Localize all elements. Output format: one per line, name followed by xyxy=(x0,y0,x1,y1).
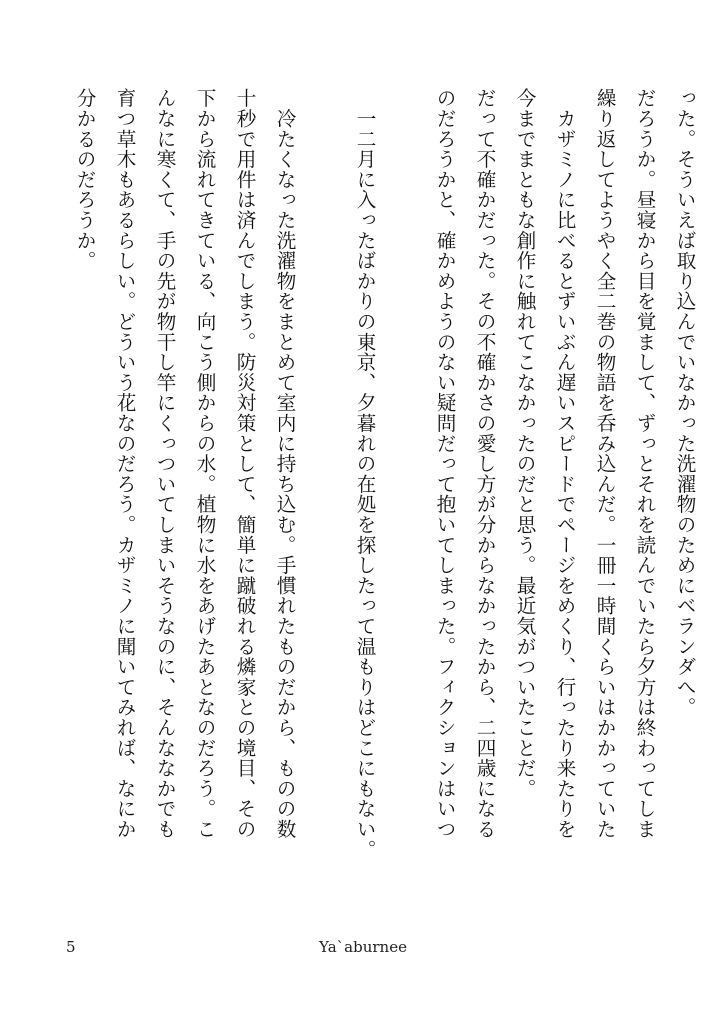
text-column: 今までまともな創作に触れてこなかったのだと思う。最近気がついたことだ。 xyxy=(513,88,536,799)
text-column: だって不確かだった。その不確かさの愛し方が分からなかったから、二四歳になる xyxy=(473,88,496,840)
text-column: 十秒で用件は済んでしまう。防災対策として、簡単に蹴破れる燐家との境目、その xyxy=(233,88,256,840)
text-column: 育つ草木もあるらしい。どういう花なのだろう。カザミノに聞いてみれば、なにか xyxy=(113,88,136,840)
text-column: のだろうかと、確かめようのない疑問だって抱いてしまった。フィクションはいつ xyxy=(433,88,456,840)
text-column: 冷たくなった洗濯物をまとめて室内に持ち込む。手慣れたものだから、ものの数 xyxy=(273,88,296,840)
text-column-blank xyxy=(384,88,424,918)
text-column: った。そういえば取り込んでいなかった洗濯物のためにベランダへ。 xyxy=(673,88,696,718)
text-column: んなに寒くて、手の先が物干し竿にくっついてしまいそうなのに、そんななかでも xyxy=(153,88,176,840)
text-column: 繰り返してようやく全二巻の物語を呑み込んだ。一冊一時間くらいはかかっていた xyxy=(593,88,616,840)
page-number: 5 xyxy=(66,938,76,956)
text-column-blank xyxy=(304,88,344,918)
text-column: だろうか。昼寝から目を覚まして、ずっとそれを読んでいたら夕方は終わってしま xyxy=(633,88,656,840)
running-title: Ya`aburnee xyxy=(319,938,407,956)
text-column: 下から流れてきている、向こう側からの水。植物に水をあげたあとなのだろう。こ xyxy=(193,88,216,840)
text-column: 分かるのだろうか。 xyxy=(73,88,96,271)
text-column: カザミノに比べるとずいぶん遅いスピードでページをめくり、行ったり来たりを xyxy=(553,88,576,840)
text-column: 一二月に入ったばかりの東京、夕暮れの在処を探したって温もりはどこにもない。 xyxy=(353,88,376,860)
